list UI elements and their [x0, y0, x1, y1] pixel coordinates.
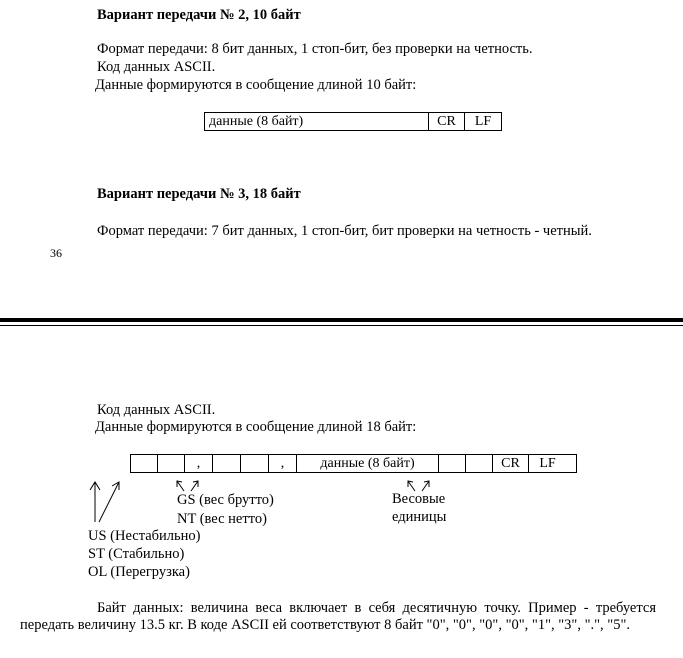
frame-cell [439, 455, 466, 472]
section3-format: Формат передачи: 7 бит данных, 1 стоп-бит, бит проверки на четность - четный. [97, 223, 592, 239]
page2-code: Код данных ASCII. [97, 402, 216, 418]
frame-10-byte [204, 112, 502, 131]
frame-cell-lf: LF [539, 456, 556, 471]
page2-message: Данные формируются в сообщение длиной 18 байт: [95, 419, 417, 435]
section2-format: Формат передачи: 8 бит данных, 1 стоп-бит, без проверки на четность. [97, 41, 533, 57]
section2-heading: Вариант передачи № 2, 10 байт [97, 7, 301, 23]
frame-cell [213, 455, 241, 472]
frame-cell-comma: , [269, 455, 297, 472]
page-break-rule-thick [0, 318, 683, 322]
frame-cell-data: данные (8 байт) [205, 113, 429, 130]
frame-cell-cr: CR [493, 455, 529, 472]
frame-cell [466, 455, 493, 472]
page-break-rule-thin [0, 325, 683, 326]
status-arrows-icon [85, 476, 130, 526]
frame-cell [241, 455, 269, 472]
frame-cell-data: данные (8 байт) [297, 455, 439, 472]
label-units-line1: Весовые [392, 491, 446, 507]
page-number: 36 [50, 246, 62, 260]
label-us: US (Нестабильно) [88, 528, 201, 544]
frame-cell-lf: LF [474, 114, 492, 129]
frame-18-byte [130, 454, 577, 473]
label-nt: NT (вес нетто) [177, 511, 267, 527]
frame-cell [158, 455, 185, 472]
section3-heading: Вариант передачи № 3, 18 байт [97, 186, 301, 202]
label-gs: GS (вес брутто) [177, 492, 274, 508]
section2-message: Данные формируются в сообщение длиной 10 байт: [95, 77, 417, 93]
label-st: ST (Стабильно) [88, 546, 185, 562]
frame-cell-comma: , [185, 455, 213, 472]
frame-cell [131, 455, 158, 472]
section2-code: Код данных ASCII. [97, 59, 216, 75]
frame-cell-cr: CR [429, 113, 465, 130]
data-byte-paragraph: Байт данных: величина веса включает в себя десятичную точку. Пример - требуется передать величину 13.5 кг. В коде ASCII ей соответствуют 8 байт "0", "0", "0", "0", "1", "3", ".", "5". [20, 600, 656, 633]
label-ol: OL (Перегрузка) [88, 564, 190, 580]
label-units-line2: единицы [392, 509, 447, 525]
